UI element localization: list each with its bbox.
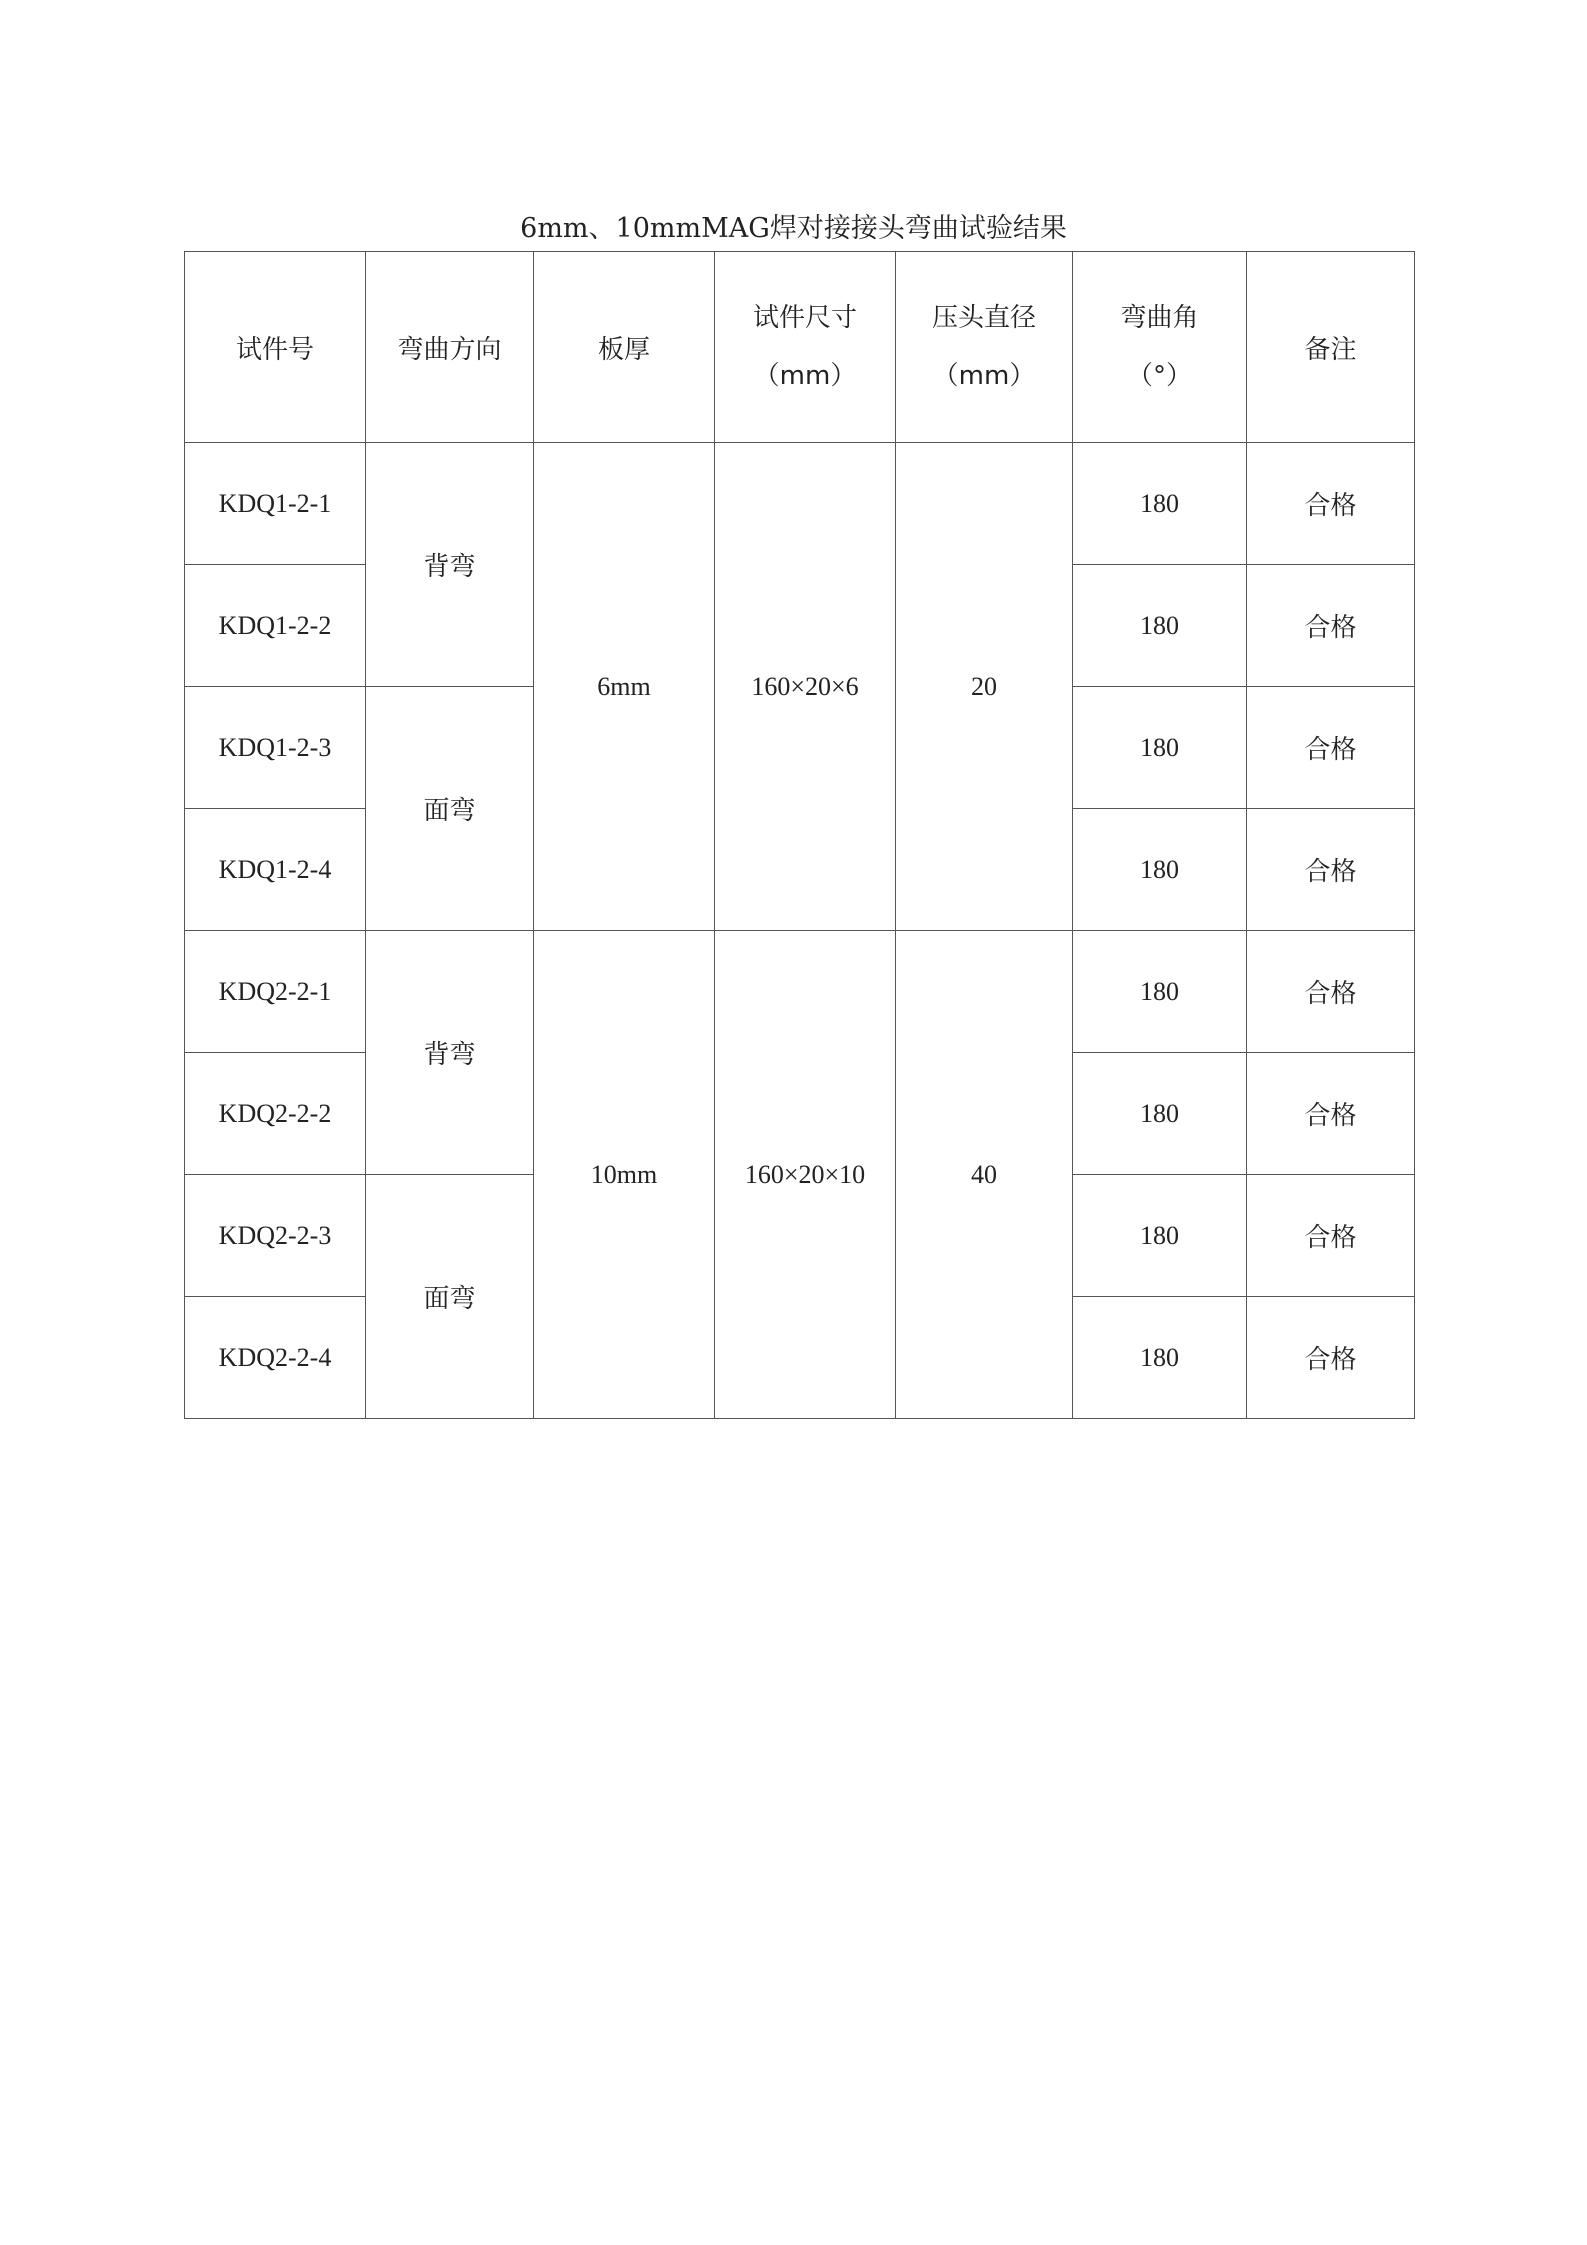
remark: 合格 [1247, 687, 1415, 809]
specimen-id: KDQ1-2-3 [185, 687, 366, 809]
table-row [185, 443, 1415, 565]
header-specimen-no: 试件号 [185, 252, 366, 443]
header-remarks: 备注 [1247, 252, 1415, 443]
plate-thickness: 6mm [534, 443, 715, 931]
bend-angle: 180 [1073, 565, 1247, 687]
table-row [185, 931, 1415, 1053]
specimen-id: KDQ2-2-2 [185, 1053, 366, 1175]
remark: 合格 [1247, 1297, 1415, 1419]
bend-angle: 180 [1073, 1175, 1247, 1297]
header-row [185, 252, 1415, 443]
bend-angle: 180 [1073, 443, 1247, 565]
punch-diameter: 20 [896, 443, 1073, 931]
table-title: 6mm、10mmMAG焊对接接头弯曲试验结果 [520, 213, 1067, 244]
header-punch-diameter: 压头直径 （mm） [896, 252, 1073, 443]
remark: 合格 [1247, 931, 1415, 1053]
remark: 合格 [1247, 1053, 1415, 1175]
specimen-id: KDQ1-2-1 [185, 443, 366, 565]
plate-thickness: 10mm [534, 931, 715, 1419]
header-bend-angle: 弯曲角 （°） [1073, 252, 1247, 443]
specimen-id: KDQ2-2-1 [185, 931, 366, 1053]
remark: 合格 [1247, 565, 1415, 687]
remark: 合格 [1247, 1175, 1415, 1297]
specimen-id: KDQ1-2-4 [185, 809, 366, 931]
bend-angle: 180 [1073, 1297, 1247, 1419]
bend-test-results-table [184, 251, 1415, 1419]
bend-angle: 180 [1073, 809, 1247, 931]
specimen-size: 160×20×10 [715, 931, 896, 1419]
remark: 合格 [1247, 443, 1415, 565]
header-bend-direction: 弯曲方向 [366, 252, 534, 443]
header-plate-thickness: 板厚 [534, 252, 715, 443]
bend-direction: 背弯 [366, 443, 534, 687]
remark: 合格 [1247, 809, 1415, 931]
bend-angle: 180 [1073, 687, 1247, 809]
specimen-id: KDQ1-2-2 [185, 565, 366, 687]
specimen-id: KDQ2-2-3 [185, 1175, 366, 1297]
bend-direction: 背弯 [366, 931, 534, 1175]
header-specimen-size: 试件尺寸 （mm） [715, 252, 896, 443]
bend-direction: 面弯 [366, 687, 534, 931]
bend-angle: 180 [1073, 931, 1247, 1053]
specimen-size: 160×20×6 [715, 443, 896, 931]
punch-diameter: 40 [896, 931, 1073, 1419]
bend-direction: 面弯 [366, 1175, 534, 1419]
bend-angle: 180 [1073, 1053, 1247, 1175]
specimen-id: KDQ2-2-4 [185, 1297, 366, 1419]
